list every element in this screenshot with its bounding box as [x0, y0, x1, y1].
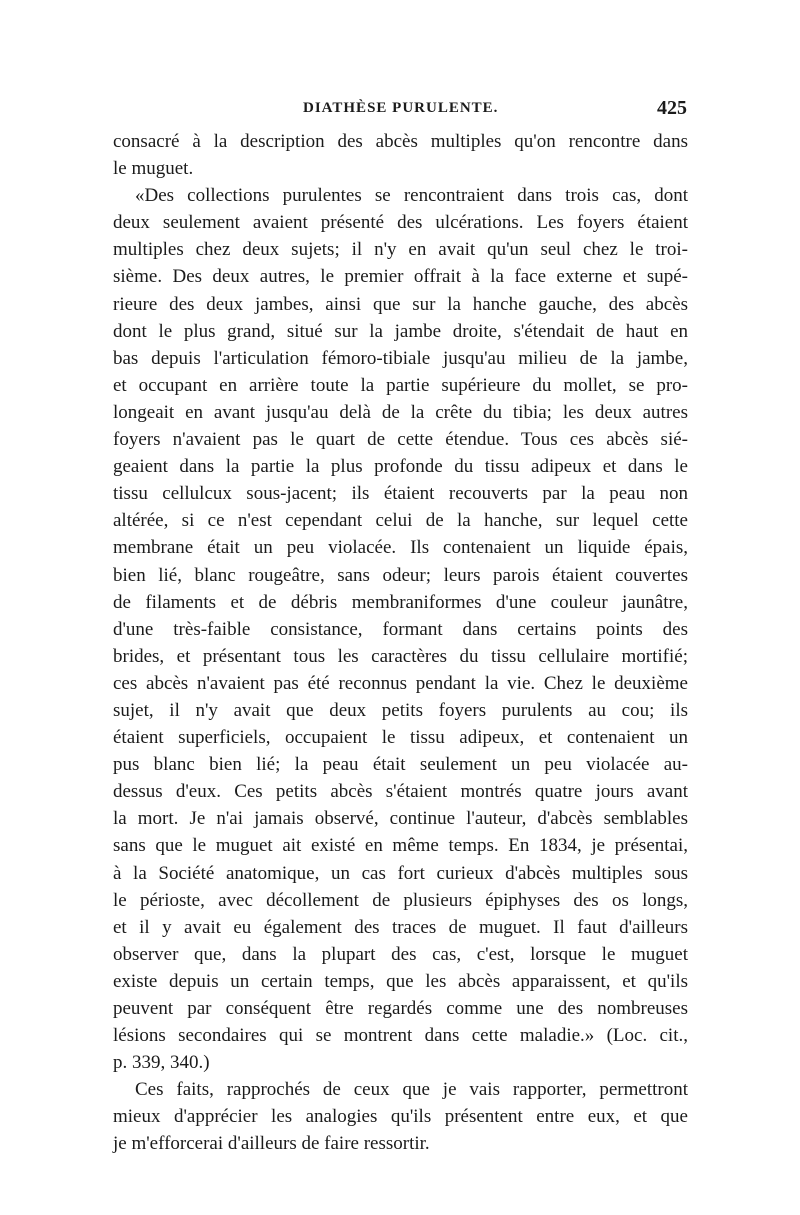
running-head: [115, 97, 687, 124]
text-line: deux seulement avaient présenté des ulcérations. Les foyers étaient: [113, 212, 688, 234]
text-line: le muguet.: [113, 158, 194, 180]
text-line: sième. Des deux autres, le premier offrait à la face externe et supé-: [113, 266, 688, 288]
text-line: pus blanc bien lié; la peau était seulement un peu violacée au-: [113, 754, 688, 776]
text-line: geaient dans la partie la plus profonde du tissu adipeux et dans le: [113, 456, 688, 478]
text-line: dont le plus grand, situé sur la jambe droite, s'étendait de haut en: [113, 320, 688, 342]
text-line: existe depuis un certain temps, que les abcès apparaissent, et qu'ils: [113, 970, 688, 992]
text-line: ces abcès n'avaient pas été reconnus pendant la vie. Chez le deuxième: [113, 672, 688, 694]
text-line: consacré à la description des abcès multiples qu'on rencontre dans: [113, 131, 688, 152]
text-line: d'une très-faible consistance, formant dans certains points des: [113, 618, 688, 640]
text-line: membrane était un peu violacée. Ils contenaient un liquide épais,: [113, 537, 688, 559]
text-line: bien lié, blanc rougeâtre, sans odeur; leurs parois étaient couvertes: [113, 564, 688, 586]
text-line: le périoste, avec décollement de plusieurs épiphyses des os longs,: [113, 889, 688, 911]
text-line: étaient superficiels, occupaient le tissu adipeux, et contenaient un: [113, 727, 688, 749]
text-line: observer que, dans la plupart des cas, c'est, lorsque le muguet: [113, 943, 688, 965]
page-number: 425: [657, 97, 687, 119]
text-line: de filaments et de débris membraniformes d'une couleur jaunâtre,: [113, 591, 688, 613]
text-line: lésions secondaires qui se montrent dans cette maladie.» (Loc. cit.,: [113, 1025, 688, 1047]
text-line: foyers n'avaient pas le quart de cette étendue. Tous ces abcès sié-: [113, 429, 688, 451]
text-line: à la Société anatomique, un cas fort curieux d'abcès multiples sous: [113, 862, 688, 884]
text-line: tissu cellulcux sous-jacent; ils étaient recouverts par la peau non: [113, 483, 688, 505]
text-line: sans que le muguet ait existé en même temps. En 1834, je présentai,: [113, 835, 688, 857]
text-line: p. 339, 340.): [113, 1052, 210, 1074]
text-line: peuvent par conséquent être regardés comme une des nombreuses: [113, 998, 688, 1019]
text-line: altérée, si ce n'est cependant celui de la hanche, sur lequel cette: [113, 510, 688, 532]
text-line: longeait en avant jusqu'au delà de la crête du tibia; les deux autres: [113, 401, 688, 423]
running-title: DIATHÈSE PURULENTE.: [303, 100, 499, 116]
body-text: [113, 128, 688, 1158]
text-line: la mort. Je n'ai jamais observé, continue l'auteur, d'abcès semblables: [113, 808, 688, 830]
text-line: brides, et présentant tous les caractères du tissu cellulaire mortifié;: [113, 645, 688, 667]
text-line: mieux d'apprécier les analogies qu'ils présentent entre eux, et que: [113, 1106, 688, 1128]
text-line: sujet, il n'y avait que deux petits foyers purulents au cou; ils: [113, 699, 688, 721]
text-line: multiples chez deux sujets; il n'y en avait qu'un seul chez le troi-: [113, 239, 688, 261]
text-line: «Des collections purulentes se rencontraient dans trois cas, dont: [135, 185, 688, 207]
text-line: rieure des deux jambes, ainsi que sur la hanche gauche, des abcès: [113, 293, 688, 315]
text-line: Ces faits, rapprochés de ceux que je vais rapporter, permettront: [135, 1079, 688, 1101]
text-line: et occupant en arrière toute la partie supérieure du mollet, se pro-: [113, 374, 688, 396]
text-line: dessus d'eux. Ces petits abcès s'étaient montrés quatre jours avant: [113, 781, 688, 803]
text-line: je m'efforcerai d'ailleurs de faire ressortir.: [113, 1133, 430, 1155]
text-line: et il y avait eu également des traces de muguet. Il faut d'ailleurs: [113, 916, 688, 938]
text-line: bas depuis l'articulation fémoro-tibiale jusqu'au milieu de la jambe,: [113, 347, 688, 369]
